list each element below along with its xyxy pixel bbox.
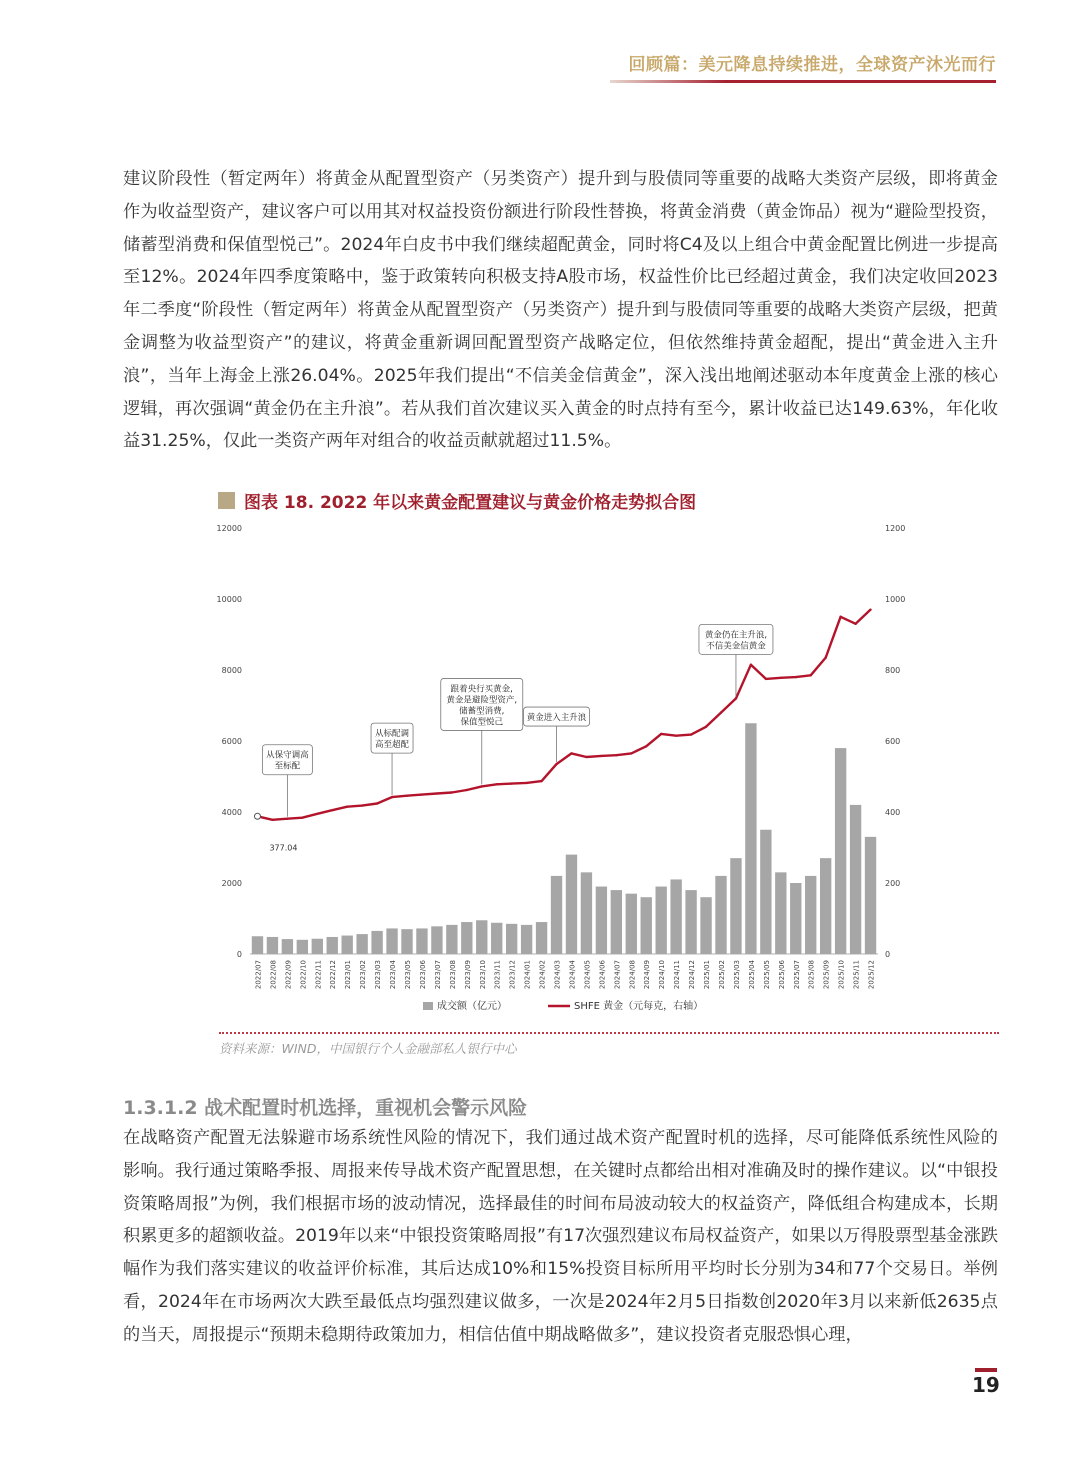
gold-price-point — [854, 623, 856, 625]
gold-price-point — [316, 813, 318, 815]
volume-bar — [700, 897, 711, 954]
x-axis-tick-label: 2024/09 — [643, 960, 652, 990]
x-axis-tick-label: 2025/04 — [747, 960, 756, 990]
volume-bar — [416, 928, 427, 954]
source-note: 资料来源：WIND，中国银行个人金融部私人银行中心 — [219, 1041, 517, 1056]
gold-price-point — [496, 783, 498, 785]
left-axis-tick-label: 12000 — [216, 524, 242, 533]
annotation-text: 黄金进入主升浪 — [526, 713, 587, 724]
volume-bar — [835, 748, 846, 954]
gold-price-point — [869, 608, 871, 610]
x-axis-tick-label: 2025/08 — [807, 960, 816, 990]
gold-price-chart — [210, 518, 910, 1026]
x-axis-tick-label: 2024/07 — [613, 960, 622, 990]
x-axis-tick-label: 2025/09 — [822, 960, 831, 990]
volume-bar — [656, 887, 667, 954]
x-axis-tick-label: 2023/01 — [344, 960, 353, 990]
volume-bar — [401, 929, 412, 954]
gold-price-point — [406, 794, 408, 796]
right-axis-tick-label: 200 — [885, 879, 901, 888]
gold-price-point — [735, 697, 737, 699]
volume-bar — [267, 937, 278, 954]
legend-volume-label: 成交额（亿元） — [437, 1001, 507, 1012]
volume-bar — [775, 872, 786, 954]
legend-volume-swatch — [423, 1002, 433, 1010]
volume-bar — [715, 876, 726, 954]
x-axis-tick-label: 2023/05 — [404, 960, 412, 990]
right-axis-tick-label: 600 — [885, 737, 901, 746]
volume-bar — [865, 837, 876, 954]
page-number-marker — [975, 1368, 997, 1372]
gold-price-point — [705, 726, 707, 728]
x-axis-tick-label: 2023/09 — [463, 960, 472, 990]
volume-bar — [641, 897, 652, 954]
gold-price-point — [600, 755, 602, 757]
gold-price-point — [720, 711, 722, 713]
gold-price-point — [615, 754, 617, 756]
section-heading: 1.3.1.2 战术配置时机选择，重视机会警示风险 — [123, 1097, 528, 1119]
x-axis-tick-label: 2023/11 — [493, 960, 502, 990]
gold-price-point — [645, 745, 647, 747]
x-axis-tick-label: 2023/03 — [374, 960, 383, 990]
chart-title: 图表 18. 2022 年以来黄金配置建议与黄金价格走势拟合图 — [244, 493, 697, 513]
volume-bar — [581, 872, 592, 954]
gold-price-point — [421, 793, 423, 795]
gold-price-point — [765, 678, 767, 680]
volume-bar — [431, 926, 442, 954]
gold-price-point — [555, 763, 557, 765]
x-axis-tick-label: 2024/12 — [688, 960, 697, 990]
x-axis-tick-label: 2024/02 — [538, 960, 547, 990]
gold-price-point — [585, 756, 587, 758]
left-axis-tick-label: 4000 — [221, 808, 242, 817]
x-axis-tick-label: 2024/06 — [598, 960, 607, 990]
x-axis-tick-label: 2024/03 — [553, 960, 562, 990]
start-point-marker — [254, 813, 260, 819]
gold-price-point — [466, 789, 468, 791]
volume-bar — [626, 894, 637, 954]
gold-price-point — [481, 785, 483, 787]
right-axis-tick-label: 800 — [885, 666, 901, 675]
gold-price-point — [525, 782, 527, 784]
left-axis-tick-label: 0 — [236, 950, 242, 959]
source-divider — [219, 1032, 999, 1034]
x-axis-tick-label: 2022/12 — [329, 960, 338, 990]
x-axis-tick-label: 2023/04 — [389, 960, 398, 990]
volume-bar — [536, 922, 547, 954]
x-axis-tick-label: 2025/03 — [732, 960, 741, 990]
volume-bar — [252, 936, 263, 954]
gold-price-point — [570, 752, 572, 754]
volume-bar — [670, 879, 681, 954]
gold-price-point — [540, 780, 542, 782]
x-axis-tick-label: 2023/08 — [448, 960, 457, 990]
x-axis-tick-label: 2023/02 — [359, 960, 368, 990]
volume-bar — [790, 883, 801, 954]
volume-bar — [551, 876, 562, 954]
gold-price-point — [810, 674, 812, 676]
annotation-text: 从保守调高至标配 — [266, 750, 309, 772]
x-axis-tick-label: 2025/06 — [777, 960, 786, 990]
x-axis-tick-label: 2022/11 — [314, 960, 323, 990]
volume-bar — [356, 934, 367, 954]
volume-bar — [596, 887, 607, 954]
x-axis-tick-label: 2022/07 — [254, 960, 263, 990]
volume-bar — [461, 922, 472, 954]
title-marker-icon — [218, 492, 235, 509]
gold-price-point — [346, 805, 348, 807]
right-axis-tick-label: 400 — [885, 808, 901, 817]
body-paragraph-1: 建议阶段性（暂定两年）将黄金从配置型资产（另类资产）提升到与股债同等重要的战略大类资产层级，即将黄金作为收益型资产，建议客户可以用其对权益投资份额进行阶段性替换，将黄金消费（黄金饰品）视为“避险型投资，储蓄型消费和保值型悦己”。2024年白皮书中我们继续超配黄金，同时将C4及以上组合中黄金配置比例进一步提高至12%。2024年四季度策略中，鉴于政策转向积极支持A股市场，权益性价比已经超过黄金，我们决定收回2023年二季度“阶段性（暂定两年）将黄金从配置型资产（另类资产）提升到与股债同等重要的战略大类资产层级，把黄金调整为收益型资产”的建议，将黄金重新调回配置型资产战略定位，但依然维持黄金超配，提出“黄金进入主升浪”，当年上海金上涨26.04%。2025年我们提出“不信美金信黄金”，深入浅出地阐述驱动本年度黄金上涨的核心逻辑，再次强调“黄金仍在主升浪”。若从我们首次建议买入黄金的时点持有至今，累计收益已达149.63%，年化收益31.25%，仅此一类资产两年对组合的收益贡献就超过11.5%。 — [123, 169, 998, 452]
volume-bar — [342, 936, 353, 954]
gold-price-point — [301, 816, 303, 818]
volume-bar — [297, 940, 308, 954]
x-axis-tick-label: 2025/12 — [867, 960, 876, 990]
x-axis-tick-label: 2024/04 — [568, 960, 577, 990]
volume-bar — [820, 858, 831, 954]
gold-price-point — [750, 663, 752, 665]
volume-bar — [371, 931, 382, 954]
left-axis-tick-label: 8000 — [221, 666, 242, 675]
gold-price-point — [286, 818, 288, 820]
gold-price-point — [361, 804, 363, 806]
volume-bar — [327, 937, 338, 954]
gold-price-point — [839, 616, 841, 618]
start-value-label: 377.04 — [269, 843, 298, 853]
x-axis-tick-label: 2025/07 — [792, 960, 801, 990]
gold-price-point — [630, 752, 632, 754]
x-axis-tick-label: 2023/07 — [433, 960, 442, 990]
volume-bar — [685, 890, 696, 954]
x-axis-tick-label: 2024/08 — [628, 960, 637, 990]
gold-price-point — [436, 792, 438, 794]
x-axis-tick-label: 2025/11 — [852, 960, 861, 990]
x-axis-tick-label: 2025/01 — [703, 960, 712, 990]
x-axis-tick-label: 2024/10 — [658, 960, 667, 990]
x-axis-tick-label: 2024/05 — [583, 960, 592, 990]
right-axis-tick-label: 1000 — [885, 595, 906, 604]
gold-price-point — [331, 809, 333, 811]
volume-bar — [566, 855, 577, 954]
annotation-text: 跟着央行买黄金,黄金是避险型资产,储蓄型消费,保值型悦己 — [446, 684, 518, 728]
left-axis-tick-label: 2000 — [221, 879, 242, 888]
gold-price-point — [391, 796, 393, 798]
x-axis-tick-label: 2024/01 — [523, 960, 532, 990]
header-divider — [610, 80, 996, 83]
annotation-text: 从标配调高至超配 — [375, 729, 410, 751]
gold-price-point — [660, 733, 662, 735]
gold-price-point — [675, 734, 677, 736]
volume-bar — [491, 923, 502, 954]
x-axis-tick-label: 2022/10 — [299, 960, 308, 990]
page-number: 19 — [972, 1373, 1000, 1397]
volume-bar — [760, 830, 771, 954]
gold-price-point — [690, 733, 692, 735]
annotation-text: 黄金仍在主升浪,不信美金信黄金 — [704, 630, 768, 652]
volume-bar — [506, 924, 517, 954]
volume-bar — [611, 890, 622, 954]
gold-price-point — [510, 782, 512, 784]
volume-bar — [312, 939, 323, 954]
volume-bar — [446, 925, 457, 954]
volume-bar — [282, 939, 293, 954]
gold-price-point — [376, 802, 378, 804]
gold-price-point — [451, 791, 453, 793]
volume-bar — [476, 920, 487, 954]
gold-price-point — [795, 676, 797, 678]
gold-price-point — [780, 677, 782, 679]
x-axis-tick-label: 2023/10 — [478, 960, 487, 990]
x-axis-tick-label: 2025/10 — [837, 960, 846, 990]
left-axis-tick-label: 10000 — [216, 595, 242, 604]
left-axis-tick-label: 6000 — [221, 737, 242, 746]
volume-bar — [850, 805, 861, 954]
gold-price-point — [271, 819, 273, 821]
x-axis-tick-label: 2023/12 — [508, 960, 517, 990]
x-axis-tick-label: 2025/02 — [718, 960, 726, 990]
chart-title-row — [218, 488, 696, 513]
right-axis-tick-label: 1200 — [885, 524, 906, 533]
page-header-title: 回顾篇：美元降息持续推进，全球资产沐光而行 — [628, 55, 996, 75]
volume-bar — [805, 876, 816, 954]
right-axis-tick-label: 0 — [885, 950, 891, 959]
legend-gold-label: SHFE 黄金（元每克，右轴） — [574, 1001, 704, 1012]
x-axis-tick-label: 2022/09 — [284, 960, 293, 990]
volume-bar — [745, 723, 756, 954]
x-axis-tick-label: 2023/06 — [418, 960, 427, 990]
x-axis-tick-label: 2025/05 — [762, 960, 771, 990]
volume-bar — [730, 858, 741, 954]
volume-bar — [386, 928, 397, 954]
volume-bar — [521, 925, 532, 954]
x-axis-tick-label: 2022/08 — [269, 960, 278, 990]
x-axis-tick-label: 2024/11 — [673, 960, 682, 990]
gold-price-point — [824, 656, 826, 658]
body-paragraph-2: 在战略资产配置无法躲避市场系统性风险的情况下，我们通过战术资产配置时机的选择，尽可能降低系统性风险的影响。我行通过策略季报、周报来传导战术资产配置思想，在关键时点都给出相对准确及时的操作建议。以“中银投资策略周报”为例，我们根据市场的波动情况，选择最佳的时间布局波动较大的权益资产，降低组合构建成本，长期积累更多的超额收益。2019年以来“中银投资策略周报”有17次强烈建议布局权益资产，如果以万得股票型基金涨跌幅作为我们落实建议的收益评价标准，其后达成10%和15%投资目标所用平均时长分别为34和77个交易日。举例看，2024年在市场两次大跌至最低点均强烈建议做多，一次是2024年2月5日指数创2020年3月以来新低2635点的当天，周报提示“预期未稳期待政策加力，相信估值中期战略做多”，建议投资者克服恐惧心理， — [123, 1128, 998, 1345]
